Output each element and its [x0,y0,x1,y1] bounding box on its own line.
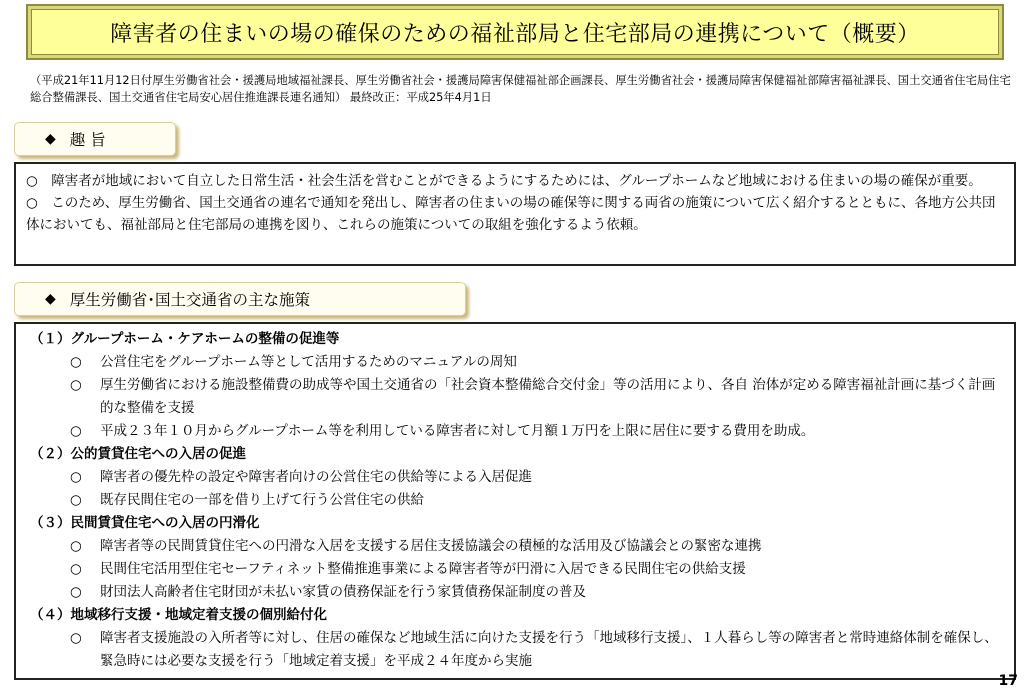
list-item [30,466,1004,489]
page-title: 障害者の住まいの場の確保のための福祉部局と住宅部局の連携について（概要） [110,21,920,47]
measures-tab [14,282,466,316]
purpose-paragraph: ○ このため、厚生労働省、国土交通省の連名で通知を発出し、障害者の住まいの場の確保等に関する両省の施策について広く紹介するとともに、各地方公共団体においても、福祉部局と住宅部局の連携を図り、これらの施策についての取組を強化するよう依頼。 [26,195,996,233]
page-number: 17 [998,673,1018,689]
list-item [30,558,1004,581]
purpose-box [14,162,1016,266]
section-heading: （３）民間賃貸住宅への入居の円滑化 [30,515,260,531]
list-item-text: 民間住宅活用型住宅セーフティネット整備推進事業による障害者等が円滑に入居できる民間住宅の供給支援 [100,561,746,577]
list-item [30,535,1004,558]
list-item-text: 障害者の優先枠の設定や障害者向けの公営住宅の供給等による入居促進 [100,469,532,485]
purpose-tab [14,122,176,156]
list-item [30,420,1004,443]
notice-reference: （平成21年11月12日付厚生労働省社会・援護局地域福祉課長、厚生労働省社会・援護局障害保健福祉部企画課長、厚生労働省社会・援護局障害保健福祉部障害福祉課長、国土交通省住宅局住宅総合整備課長、国土交通省住宅局安心居住推進課長連名通知） 最終改正：平成25年4月1日 [30,74,1011,104]
bullet-icon: ○ [70,492,82,508]
section-heading: （４）地域移行支援・地域定着支援の個別給付化 [30,607,327,623]
bullet-icon: ○ [70,354,82,370]
list-item-text: 厚生労働省における施設整備費の助成等や国土交通省の「社会資本整備総合交付金」等の活用により、各自 治体が定める障害福祉計画に基づく計画的な整備を支援 [100,377,996,416]
purpose-tab-label: 趣 旨 [69,131,106,149]
list-item-text: 財団法人高齢者住宅財団が未払い家賃の債務保証を行う家賃債務保証制度の普及 [100,584,586,600]
bullet-icon: ○ [70,584,82,600]
title-banner [26,4,1004,60]
bullet-icon: ○ [70,561,82,577]
list-item [30,374,1004,420]
list-item-text: 公営住宅をグループホーム等として活用するためのマニュアルの周知 [100,354,517,370]
purpose-paragraph: ○ 障害者が地域において自立した日常生活・社会生活を営むことができるようにするためには、グループホームなど地域における住まいの場の確保が重要。 [26,173,982,189]
list-item [30,627,1004,673]
list-item [30,351,1004,374]
list-item-text: 障害者等の民間賃貸住宅への円滑な入居を支援する居住支援協議会の積極的な活用及び協議会との緊密な連携 [100,538,762,554]
diamond-icon: ◆ [45,291,56,307]
list-item-text: 既存民間住宅の一部を借り上げて行う公営住宅の供給 [100,492,424,508]
list-item [30,581,1004,604]
measures-tab-label: 厚生労働省･国土交通省の主な施策 [69,291,311,309]
section-heading: （１）グループホーム・ケアホームの整備の促進等 [30,331,340,347]
bullet-icon: ○ [70,377,82,393]
diamond-icon: ◆ [45,131,56,147]
list-item-text: 平成２３年１０月からグループホーム等を利用している障害者に対して月額１万円を上限に居住に要する費用を助成。 [100,423,815,439]
measures-box [14,322,1016,680]
bullet-icon: ○ [70,630,82,646]
bullet-icon: ○ [70,469,82,485]
section-heading: （２）公的賃貸住宅への入居の促進 [30,446,246,462]
bullet-icon: ○ [70,538,82,554]
bullet-icon: ○ [70,423,82,439]
list-item [30,489,1004,512]
list-item-text: 障害者支援施設の入所者等に対し、住居の確保など地域生活に向けた支援を行う「地域移行支援」、１人暮らし等の障害者と常時連絡体制を確保し、緊急時には必要な支援を行う「地域定着支援」を平成２４年度から実施 [100,630,998,669]
